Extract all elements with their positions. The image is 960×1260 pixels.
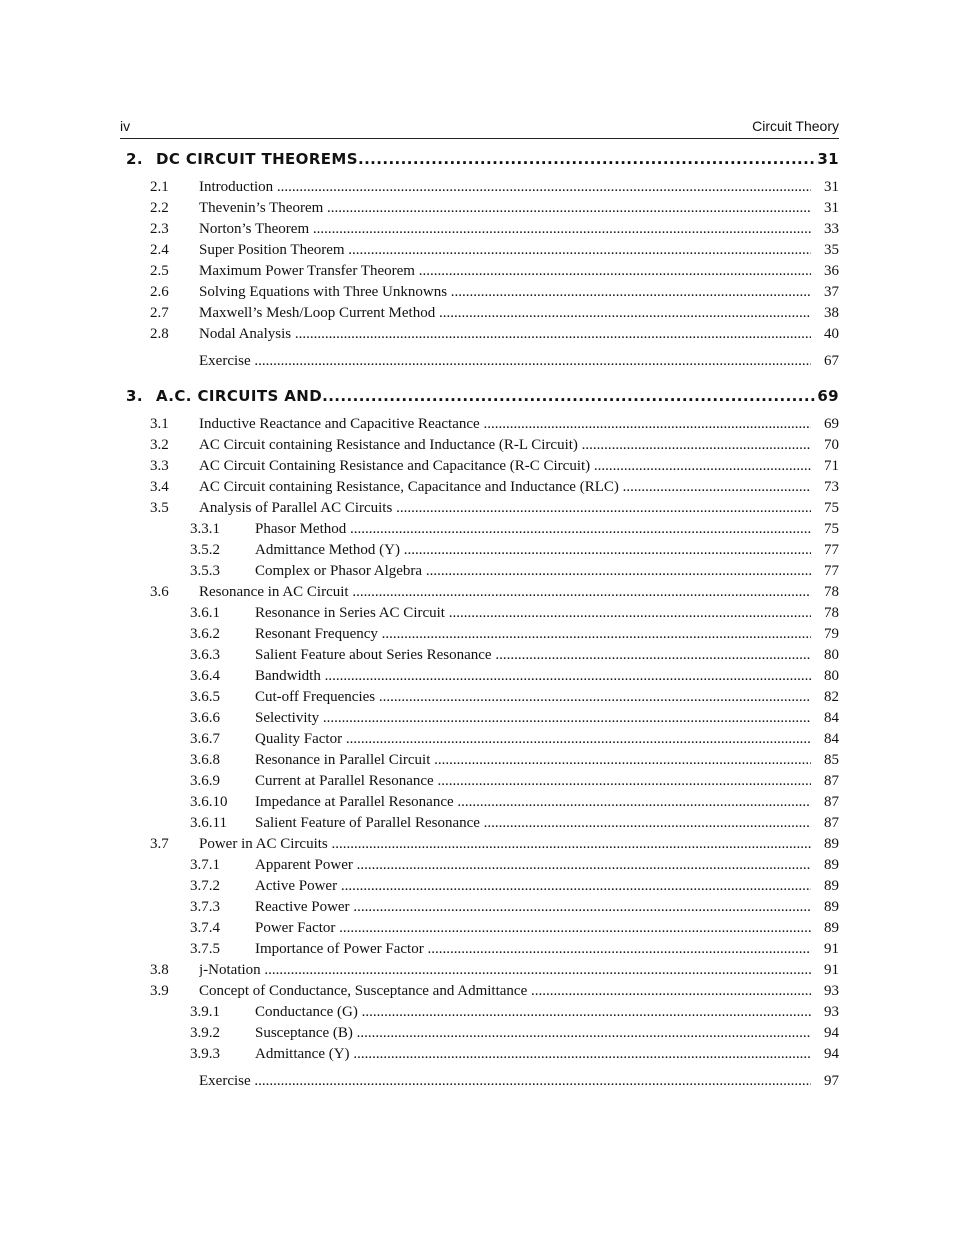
toc-entry[interactable]	[150, 645, 839, 666]
page-ref: 89	[824, 920, 839, 936]
section-number: 3.6.2	[190, 626, 220, 642]
section-number: 3.9.1	[190, 1004, 220, 1020]
section-number: 3.6.9	[190, 773, 220, 789]
section-number: 3.9.3	[190, 1046, 220, 1062]
page-ref: 82	[824, 689, 839, 705]
toc-entry[interactable]	[150, 324, 839, 345]
section-number: 3.7.1	[190, 857, 220, 873]
section-title: Nodal Analysis	[199, 326, 292, 342]
page-ref: 89	[824, 836, 839, 852]
section-title: Resonance in Parallel Circuit	[255, 752, 431, 768]
section-title: Salient Feature about Series Resonance	[255, 647, 492, 663]
section-number: 2.4	[150, 242, 169, 258]
toc-entry[interactable]	[150, 303, 839, 324]
section-number: 3.6.10	[190, 794, 228, 810]
section-title: Impedance at Parallel Resonance	[255, 794, 454, 810]
page-ref: 93	[824, 1004, 839, 1020]
page-ref: 78	[824, 584, 839, 600]
section-number: 3.6	[150, 584, 169, 600]
page-ref: 94	[824, 1025, 839, 1041]
page-header	[120, 116, 839, 139]
section-title: Exercise	[199, 1073, 251, 1089]
section-number: 3.7.2	[190, 878, 220, 894]
toc-entry[interactable]	[150, 261, 839, 282]
section-number: 3.9.2	[190, 1025, 220, 1041]
toc-entry[interactable]	[150, 603, 839, 624]
page-ref: 85	[824, 752, 839, 768]
toc-entry[interactable]	[150, 561, 839, 582]
section-number: 3.9	[150, 983, 169, 999]
page-ref: 37	[824, 284, 839, 300]
page-ref: 93	[824, 983, 839, 999]
section-title: Active Power	[255, 878, 338, 894]
toc-exercise-entry[interactable]	[150, 351, 839, 372]
page-ref: 36	[824, 263, 839, 279]
page-ref: 75	[824, 500, 839, 516]
section-title: Complex or Phasor Algebra	[255, 563, 423, 579]
page-ref: 80	[824, 668, 839, 684]
page-ref: 89	[824, 899, 839, 915]
page-ref: 35	[824, 242, 839, 258]
section-title: Admittance (Y)	[255, 1046, 350, 1062]
toc-entry[interactable]	[150, 198, 839, 219]
section-title: Importance of Power Factor	[255, 941, 424, 957]
toc-entry[interactable]	[150, 918, 839, 939]
page-ref: 75	[824, 521, 839, 537]
toc-entry[interactable]	[150, 960, 839, 981]
section-number: 2.6	[150, 284, 169, 300]
toc-exercise-entry[interactable]	[150, 1071, 839, 1092]
section-title: Norton’s Theorem	[199, 221, 310, 237]
page-ref: 87	[824, 794, 839, 810]
toc-entry[interactable]	[150, 687, 839, 708]
section-title: Conductance (G)	[255, 1004, 358, 1020]
section-title: Exercise	[199, 353, 251, 369]
section-title: Maxwell’s Mesh/Loop Current Method	[199, 305, 436, 321]
section-title: Resonant Frequency	[255, 626, 378, 642]
toc-entry[interactable]	[150, 666, 839, 687]
toc-entry[interactable]	[150, 477, 839, 498]
section-number: 3.8	[150, 962, 169, 978]
chapter-heading[interactable]	[120, 385, 839, 409]
section-number: 3.6.6	[190, 710, 220, 726]
toc-entry[interactable]	[150, 876, 839, 897]
page-ref: 73	[824, 479, 839, 495]
chapter-page: 69	[817, 387, 839, 405]
toc-entry[interactable]	[150, 498, 839, 519]
toc-entry[interactable]	[150, 519, 839, 540]
section-title: Introduction	[199, 179, 274, 195]
section-title: Current at Parallel Resonance	[255, 773, 434, 789]
section-title: Cut-off Frequencies	[255, 689, 376, 705]
page-ref: 38	[824, 305, 839, 321]
page-ref: 31	[824, 179, 839, 195]
section-title: Concept of Conductance, Susceptance and Admittance	[199, 983, 528, 999]
section-number: 3.3.1	[190, 521, 220, 537]
chapter-number: 2.	[126, 150, 143, 168]
section-title: Salient Feature of Parallel Resonance	[255, 815, 480, 831]
section-number: 2.5	[150, 263, 169, 279]
section-number: 3.7.5	[190, 941, 220, 957]
page-ref: 89	[824, 878, 839, 894]
section-title: Thevenin’s Theorem	[199, 200, 324, 216]
section-number: 2.2	[150, 200, 169, 216]
section-title: Power Factor	[255, 920, 336, 936]
page-ref: 91	[824, 941, 839, 957]
section-number: 3.4	[150, 479, 169, 495]
page-ref: 71	[824, 458, 839, 474]
page-ref: 31	[824, 200, 839, 216]
section-title: AC Circuit Containing Resistance and Capacitance (R-C Circuit)	[199, 458, 591, 474]
page-ref: 78	[824, 605, 839, 621]
section-title: Reactive Power	[255, 899, 350, 915]
section-number: 2.7	[150, 305, 169, 321]
page-ref: 40	[824, 326, 839, 342]
toc-entry[interactable]	[150, 708, 839, 729]
section-title: Maximum Power Transfer Theorem	[199, 263, 415, 279]
toc-entry[interactable]	[150, 981, 839, 1002]
section-title: Power in AC Circuits	[199, 836, 328, 852]
toc-entry[interactable]	[150, 1044, 839, 1065]
section-number: 3.6.7	[190, 731, 220, 747]
chapter-heading[interactable]	[120, 148, 839, 172]
toc-entry[interactable]	[150, 456, 839, 477]
chapter-number: 3.	[126, 387, 143, 405]
section-number: 3.5	[150, 500, 169, 516]
section-number: 3.7	[150, 836, 169, 852]
page-ref: 97	[824, 1073, 839, 1089]
toc-entry[interactable]	[150, 813, 839, 834]
chapter-title: A.C. CIRCUITS AND	[156, 387, 323, 405]
section-number: 3.1	[150, 416, 169, 432]
page-ref: 70	[824, 437, 839, 453]
section-title: Resonance in AC Circuit	[199, 584, 349, 600]
page-ref: 77	[824, 542, 839, 558]
toc-entry[interactable]	[150, 177, 839, 198]
toc-entry[interactable]	[150, 750, 839, 771]
toc-entry[interactable]	[150, 792, 839, 813]
section-number: 3.6.8	[190, 752, 220, 768]
page-ref: 79	[824, 626, 839, 642]
section-number: 3.7.3	[190, 899, 220, 915]
section-title: Analysis of Parallel AC Circuits	[199, 500, 393, 516]
section-number: 2.8	[150, 326, 169, 342]
section-title: Phasor Method	[255, 521, 347, 537]
toc-entry[interactable]	[150, 582, 839, 603]
toc-entry[interactable]	[150, 1002, 839, 1023]
page-ref: 84	[824, 731, 839, 747]
section-title: Super Position Theorem	[199, 242, 345, 258]
page-ref: 89	[824, 857, 839, 873]
section-number: 3.5.2	[190, 542, 220, 558]
section-title: AC Circuit containing Resistance and Inductance (R-L Circuit)	[199, 437, 578, 453]
section-title: Resonance in Series AC Circuit	[255, 605, 445, 621]
toc-entry[interactable]	[150, 624, 839, 645]
section-number: 3.6.11	[190, 815, 227, 831]
toc-entry[interactable]	[150, 1023, 839, 1044]
section-number: 3.5.3	[190, 563, 220, 579]
page-ref: 84	[824, 710, 839, 726]
page-ref: 69	[824, 416, 839, 432]
page-ref: 94	[824, 1046, 839, 1062]
section-number: 2.3	[150, 221, 169, 237]
page-ref: 91	[824, 962, 839, 978]
section-number: 3.6.5	[190, 689, 220, 705]
chapter-title: DC CIRCUIT THEOREMS	[156, 150, 358, 168]
page-ref: 67	[824, 353, 839, 369]
section-number: 3.2	[150, 437, 169, 453]
page-ref: 77	[824, 563, 839, 579]
section-title: Bandwidth	[255, 668, 321, 684]
section-number: 3.6.3	[190, 647, 220, 663]
toc-entry[interactable]	[150, 939, 839, 960]
page-ref: 80	[824, 647, 839, 663]
section-number: 2.1	[150, 179, 169, 195]
toc-entry[interactable]	[150, 282, 839, 303]
section-number: 3.3	[150, 458, 169, 474]
section-number: 3.6.4	[190, 668, 220, 684]
section-title: Apparent Power	[255, 857, 353, 873]
toc-entry[interactable]	[150, 540, 839, 561]
toc-entry[interactable]	[150, 219, 839, 240]
section-title: Admittance Method (Y)	[255, 542, 400, 558]
book-title: Circuit Theory	[752, 118, 839, 134]
page-ref: 87	[824, 773, 839, 789]
section-number: 3.7.4	[190, 920, 220, 936]
toc-entry[interactable]	[150, 855, 839, 876]
toc-entry[interactable]	[150, 771, 839, 792]
toc-entry[interactable]	[150, 834, 839, 855]
page-ref: 33	[824, 221, 839, 237]
toc-entry[interactable]	[150, 240, 839, 261]
chapter-page: 31	[817, 150, 839, 168]
toc-entry[interactable]	[150, 435, 839, 456]
section-title: Solving Equations with Three Unknowns	[199, 284, 448, 300]
toc-entry[interactable]	[150, 414, 839, 435]
page-ref: 87	[824, 815, 839, 831]
section-title: j-Notation	[199, 962, 261, 978]
section-number: 3.6.1	[190, 605, 220, 621]
section-title: Inductive Reactance and Capacitive Reactance	[199, 416, 480, 432]
section-title: Selectivity	[255, 710, 320, 726]
section-title: Quality Factor	[255, 731, 343, 747]
toc-entry[interactable]	[150, 897, 839, 918]
page-number: iv	[120, 118, 131, 134]
toc-entry[interactable]	[150, 729, 839, 750]
section-title: AC Circuit containing Resistance, Capacitance and Inductance (RLC)	[199, 479, 619, 495]
section-title: Susceptance (B)	[255, 1025, 353, 1041]
